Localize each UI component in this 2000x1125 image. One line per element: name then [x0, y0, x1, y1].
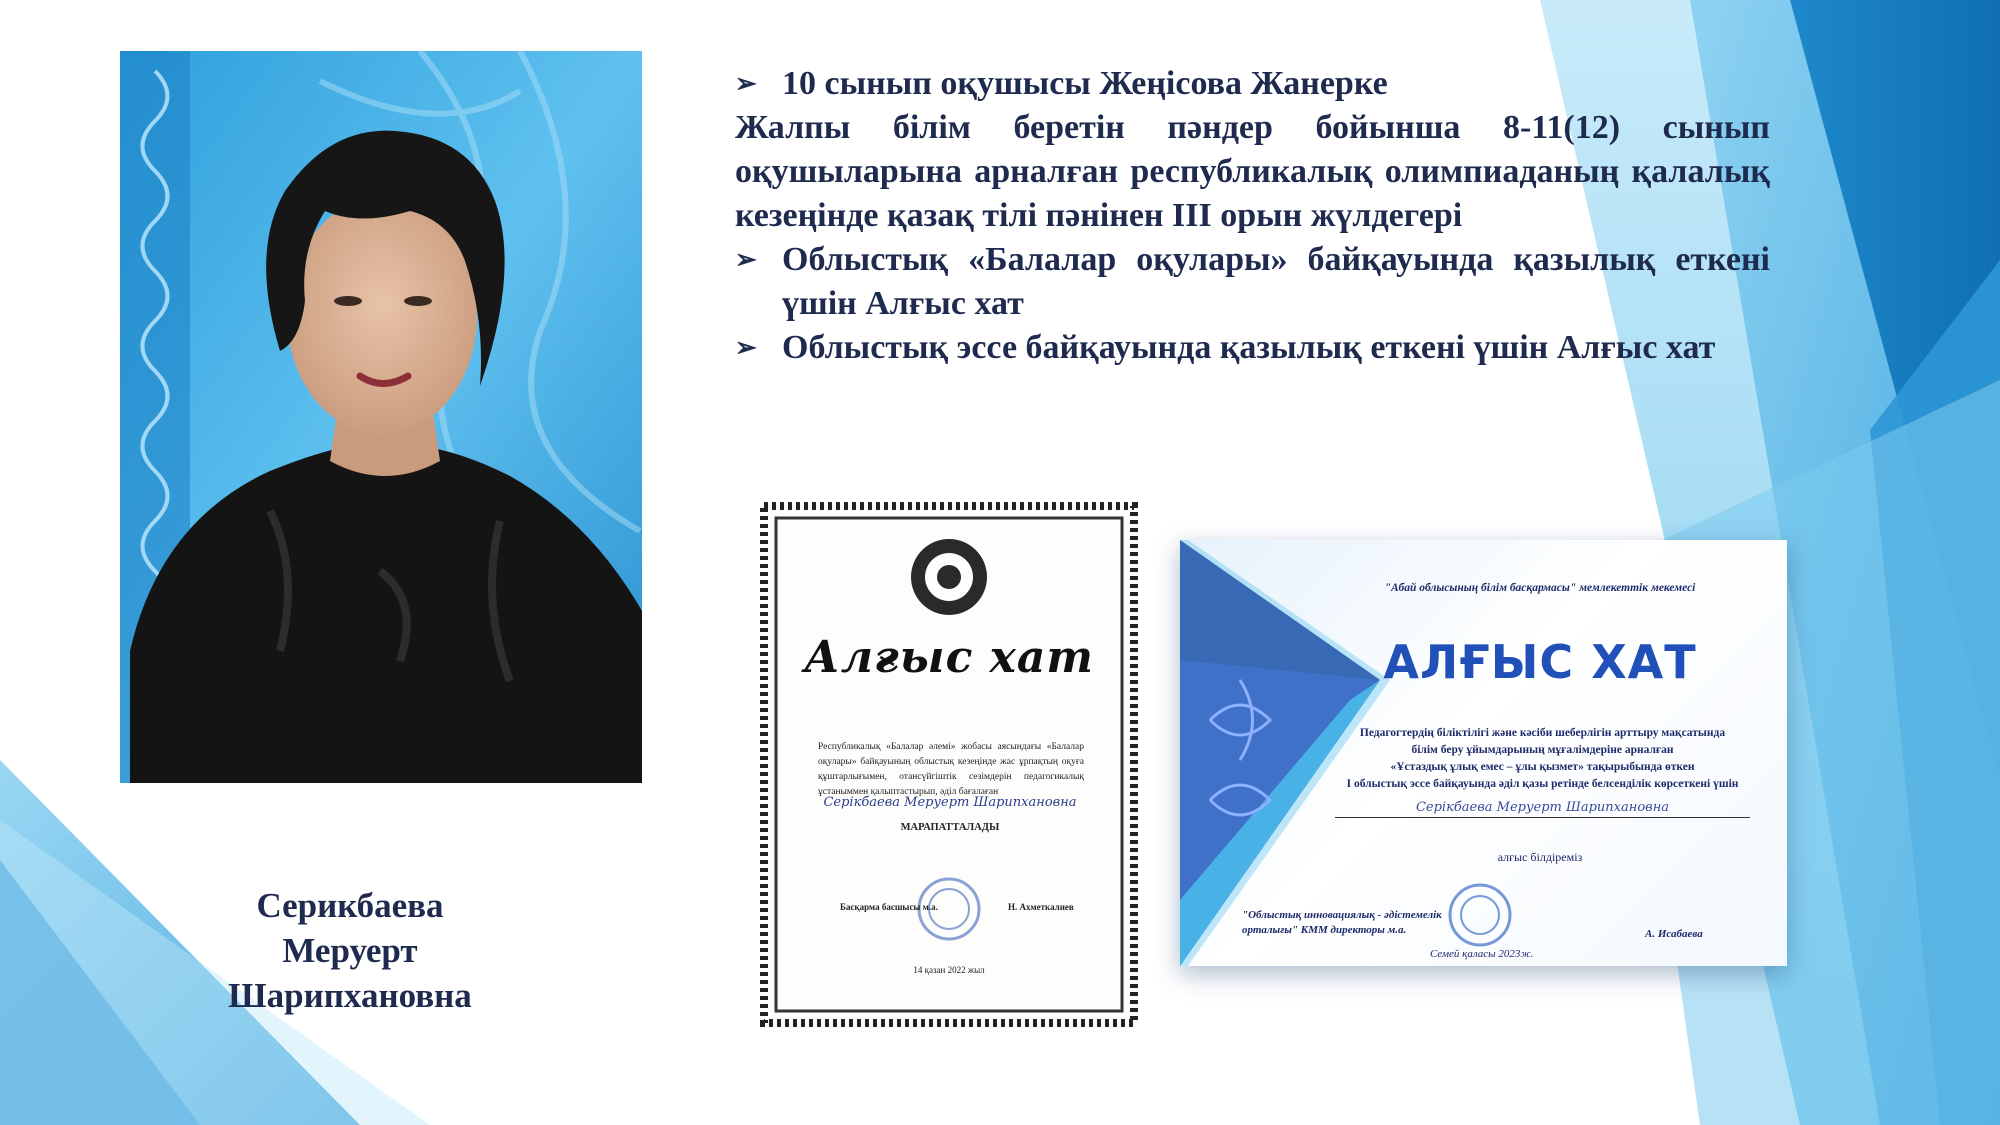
certificate1-date: 14 қазан 2022 жыл	[913, 965, 985, 975]
achievement-item-3	[735, 326, 1770, 370]
certificate2-thanks: алғыс білдіреміз	[1497, 850, 1583, 864]
bullet-arrow-icon: ➢	[735, 333, 757, 362]
certificate-essay-contest	[1180, 540, 1787, 966]
achievement-1-heading: 10 сынып оқушысы Жеңісова Жанерке	[782, 65, 1388, 102]
teacher-name-caption	[150, 883, 550, 1018]
achievement-2-text: Облыстық «Балалар оқулары» байқауында қазылық еткені үшін Алғыс хат	[782, 241, 1770, 322]
certificate2-signer-role: "Облыстық инновациялық - әдістемелік орталығы" КММ директоры м.а.	[1242, 909, 1442, 936]
achievement-1-description: Жалпы білім беретін пәндер бойынша 8-11(12) сынып оқушыларына арналған республикалық олимпиаданың қалалық кезеңінде қазақ тілі пәнінен III орын жүлдегері	[735, 109, 1770, 234]
certificate2-body-line: І облыстық эссе байқауында әділ қазы ретінде белсенділік көрсеткені үшін	[1346, 778, 1739, 790]
teacher-portrait-photo	[120, 51, 642, 783]
certificate2-recipient-name: Серікбаева Меруерт Шарипхановна	[1335, 800, 1750, 818]
certificate1-signer-role: Басқарма басшысы м.а.	[840, 902, 938, 912]
achievements-list	[735, 62, 1770, 370]
certificate2-city-date: Семей қаласы 2023ж.	[1430, 948, 1534, 960]
achievement-item-1	[735, 62, 1770, 106]
teacher-surname: Серикбаева	[256, 886, 444, 925]
certificate1-body: Республикалық «Балалар әлемі» жобасы аясындағы «Балалар оқулары» байқауының облыстық кезеңінде жас ұрпақтың оқуға құштарлығымен, отансүйгіштік сезімдерін педагогикалық ұстаныммен қалыптастырып, әділ бағалаған	[818, 742, 1084, 797]
certificate2-body-line: «Ұстаздық ұлық емес – ұлы қызмет» тақырыбында өткен	[1390, 761, 1695, 773]
bullet-arrow-icon: ➢	[735, 245, 757, 274]
certificate1-title: Алғыс хат	[804, 632, 1094, 683]
certificate1-recipient-name: Серікбаева Меруерт Шарипхановна	[823, 795, 1077, 810]
certificate2-body	[1305, 725, 1780, 793]
certificate2-title: АЛҒЫС ХАТ	[1383, 635, 1697, 689]
certificate2-body-line: Педагогтердің біліктілігі және кәсіби шеберлігін арттыру мақсатында	[1359, 727, 1726, 739]
teacher-first-name: Меруерт	[282, 931, 418, 970]
certificate2-body-line: білім беру ұйымдарының мұғалімдеріне арналған	[1411, 744, 1674, 756]
certificate1-awarded: МАРАПАТТАЛАДЫ	[900, 822, 1000, 833]
certificate1-signer-name: Н. Ахметкалиев	[1008, 902, 1074, 912]
teacher-patronymic: Шарипхановна	[228, 976, 472, 1015]
certificate2-organization: "Абай облысының білім басқармасы" мемлекеттік мекемесі	[1384, 582, 1696, 594]
certificate-balalar-okulary	[760, 502, 1138, 1027]
achievement-item-2	[735, 238, 1770, 326]
achievement-3-text: Облыстық эссе байқауында қазылық еткені үшін Алғыс хат	[782, 329, 1716, 366]
bullet-arrow-icon: ➢	[735, 69, 757, 98]
certificate2-signer-name: А. Исабаева	[1645, 928, 1703, 940]
